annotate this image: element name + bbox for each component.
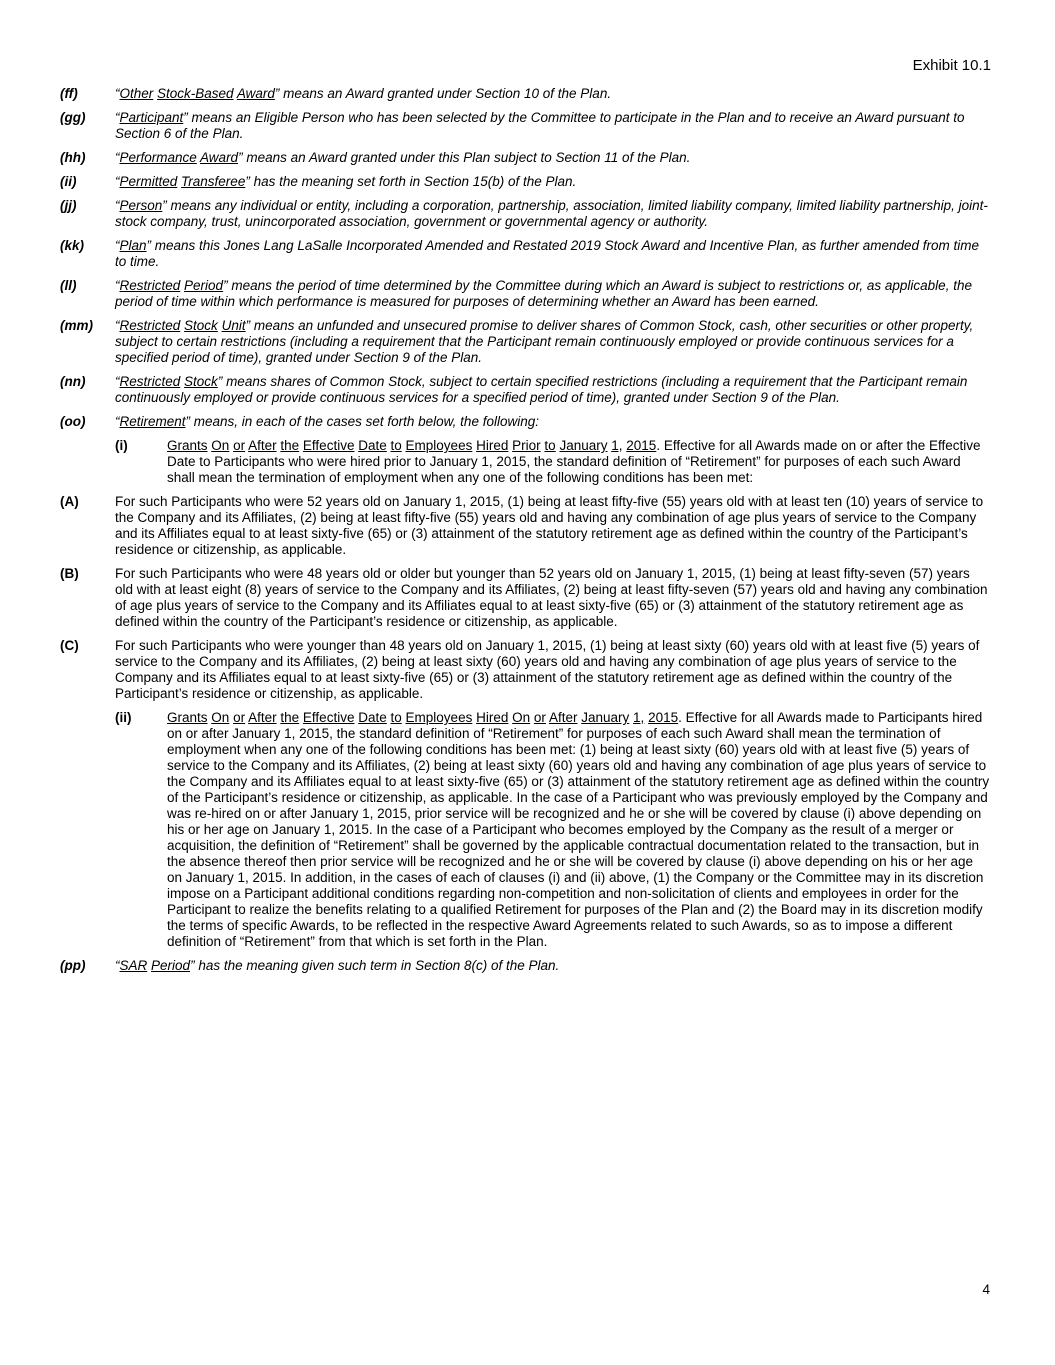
item-text xyxy=(167,710,990,950)
item-text xyxy=(115,174,990,190)
item-label: (i) xyxy=(115,438,128,453)
quote-open: “ xyxy=(115,174,120,189)
item-label: (ii) xyxy=(60,174,77,189)
term: Person xyxy=(119,198,163,213)
quote-open: “ xyxy=(115,414,120,429)
rest: has the meaning set forth in Section 15(b) of the Plan. xyxy=(249,174,577,189)
quote-open: “ xyxy=(115,278,120,293)
quote-close: ” xyxy=(238,150,243,165)
definition-item-ll xyxy=(60,278,990,310)
item-label: (nn) xyxy=(60,374,86,389)
quote-close: ” xyxy=(185,414,191,429)
item-text xyxy=(115,150,990,166)
item-text xyxy=(115,198,990,230)
rest: means an Award granted under Section 10 of the Plan. xyxy=(279,86,612,101)
term: Retirement xyxy=(119,414,186,429)
rest: means any individual or entity, including a corporation, partnership, association, limited liability company, limited liability partnership, joint-stock company, trust, unincorporated association, government or governmental agency or authority. xyxy=(115,198,988,229)
definition-item-nn xyxy=(60,374,990,406)
item-text xyxy=(115,374,990,406)
item-text xyxy=(115,414,990,430)
quote-close: ” xyxy=(162,198,167,213)
definition-item-A xyxy=(60,494,990,558)
clause-text: For such Participants who were 48 years old or older but younger than 52 years old on January 1, 2015, (1) being at least fifty-seven (57) years old with at least eight (8) years of service to the Company and its Affiliates, (2) being at least fifty-seven (57) years old and having any combination of age plus years of service to the Company and its Affiliates equal to at least sixty-five (65) or (3) attainment of the statutory retirement age as defined within the country of the Participant’s residence or citizenship, as applicable. xyxy=(115,566,988,629)
clause-text: For such Participants who were 52 years old on January 1, 2015, (1) being at least fifty-five (55) years old with at least ten (10) years of service to the Company and its Affiliates, (2) being at least fifty-five (55) years old and having any combination of age plus years of service to the Company and its Affiliates equal to at least sixty-five (65) or (3) attainment of the statutory retirement age as defined within the country of the Participant’s residence or citizenship, as applicable. xyxy=(115,494,984,557)
quote-open: “ xyxy=(115,86,120,101)
rest: means this Jones Lang LaSalle Incorporated Amended and Restated 2019 Stock Award and Incentive Plan, as further amended from time to time. xyxy=(115,238,980,269)
quote-open: “ xyxy=(115,318,120,333)
term: Performance Award xyxy=(119,150,239,165)
definition-item-C xyxy=(60,638,990,702)
quote-open: “ xyxy=(115,150,120,165)
definition-item-oo xyxy=(60,414,990,430)
term: SAR Period xyxy=(119,958,191,973)
item-label: (mm) xyxy=(60,318,93,333)
quote-open: “ xyxy=(115,958,120,973)
quote-close: ” xyxy=(223,278,228,293)
term: Participant xyxy=(119,110,184,125)
term: Plan xyxy=(119,238,147,253)
rest: has the meaning given such term in Section 8(c) of the Plan. xyxy=(194,958,560,973)
item-label: (gg) xyxy=(60,110,86,125)
item-label: (jj) xyxy=(60,198,77,213)
definition-item-hh xyxy=(60,150,990,166)
item-label: (ll) xyxy=(60,278,77,293)
term: Restricted Period xyxy=(119,278,224,293)
quote-close: ” xyxy=(245,174,250,189)
exhibit-label: Exhibit 10.1 xyxy=(912,57,991,74)
page-number: 4 xyxy=(982,1282,990,1297)
definition-item-B xyxy=(60,566,990,630)
definition-item-mm xyxy=(60,318,990,366)
quote-close: ” xyxy=(274,86,280,101)
heading: Grants On or After the Effective Date to Employees Hired Prior to January 1, 2015 xyxy=(167,438,657,453)
term: Restricted Stock xyxy=(119,374,218,389)
item-text xyxy=(115,494,990,558)
item-label: (oo) xyxy=(60,414,86,429)
term: Other Stock-Based Award xyxy=(119,86,275,101)
rest: means an Award granted under this Plan subject to Section 11 of the Plan. xyxy=(242,150,691,165)
quote-open: “ xyxy=(115,110,120,125)
quote-close: ” xyxy=(245,318,251,333)
definitions-list xyxy=(0,74,1055,974)
quote-close: ” xyxy=(190,958,195,973)
quote-open: “ xyxy=(115,238,120,253)
item-text xyxy=(115,278,990,310)
item-label: (kk) xyxy=(60,238,85,253)
quote-close: ” xyxy=(217,374,223,389)
definition-item-ff xyxy=(60,86,990,102)
rest: means, in each of the cases set forth below, the following: xyxy=(190,414,539,429)
rest: means an unfunded and unsecured promise to deliver shares of Common Stock, cash, other securities or other property, subject to certain restrictions (including a requirement that the Participant remain continuously employed or provide continuous services for a specified period of time), granted under Section 9 of the Plan. xyxy=(115,318,974,365)
quote-close: ” xyxy=(146,238,152,253)
definition-item-kk xyxy=(60,238,990,270)
item-text xyxy=(115,110,990,142)
definition-item-pp xyxy=(60,958,990,974)
item-label: (A) xyxy=(60,494,79,509)
item-text xyxy=(115,566,990,630)
clause-text: For such Participants who were younger than 48 years old on January 1, 2015, (1) being at least sixty (60) years old with at least five (5) years of service to the Company and its Affiliates, (2) being at least sixty (60) years old and having any combination of age plus years of service to the Company and its Affiliates equal to at least sixty-five (65) or (3) attainment of the statutory retirement age as defined within the country of the Participant’s residence or citizenship, as applicable. xyxy=(115,638,980,701)
quote-open: “ xyxy=(115,374,120,389)
quote-close: ” xyxy=(183,110,188,125)
item-label: (hh) xyxy=(60,150,86,165)
item-label: (ff) xyxy=(60,86,78,101)
item-label: (pp) xyxy=(60,958,86,973)
definition-item-jj xyxy=(60,198,990,230)
item-label: (ii) xyxy=(115,710,132,725)
item-text xyxy=(115,638,990,702)
definition-item-ii xyxy=(60,174,990,190)
term: Permitted Transferee xyxy=(119,174,246,189)
definition-item-ii xyxy=(60,710,990,950)
rest: . Effective for all Awards made on or after the Effective Date to Participants who were hired prior to January 1, 2015, the standard definition of “Retirement” for purposes of each such Award shall mean the termination of employment when any one of the following conditions has been met: xyxy=(167,438,981,485)
item-text xyxy=(115,238,990,270)
rest: means shares of Common Stock, subject to certain specified restrictions (including a requirement that the Participant remain continuously employed or provide continuous services for a specified period of time), granted under Section 9 of the Plan. xyxy=(115,374,968,405)
item-text xyxy=(115,86,990,102)
rest: . Effective for all Awards made to Participants hired on or after January 1, 2015, the standard definition of “Retirement” for purposes of each such Award shall mean the termination of employment when any one of the following conditions has been met: (1) being at least sixty (60) years old with at least five (5) years of service to the Company and its Affiliates, (2) being at least sixty (60) years old and having any combination of age plus years of service to the Company and its Affiliates equal to at least sixty-five (65) or (3) attainment of the statutory retirement age as defined within the country of the Participant’s residence or citizenship, as applicable. In the case of a Participant who was previously employed by the Company and was re-hired on or after January 1, 2015, prior service will be recognized and he or she will be covered by clause (i) above depending on his or her age on January 1, 2015. In the case of a Participant who becomes employed by the Company as the result of a merger or acquisition, the definition of “Retirement” shall be governed by the applicable contractual documentation related to the transaction, but in the absence thereof then prior service will be recognized and he or she will be covered by clause (i) above depending on his or her age on January 1, 2015. In addition, in the cases of each of clauses (i) and (ii) above, (1) the Company or the Committee may in its discretion impose on a Participant additional conditions regarding non-competition and non-solicitation of clients and employees in order for the Participant to realize the benefits relating to a qualified Retirement for purposes of the Plan and (2) the Board may in its discretion modify the terms of specific Awards, to be reflected in the respective Award Agreements related to such Awards, so as to impose a different definition of “Retirement” from that which is set forth in the Plan. xyxy=(167,710,990,949)
heading: Grants On or After the Effective Date to Employees Hired On or After January 1, 2015 xyxy=(167,710,679,725)
item-text xyxy=(167,438,990,486)
item-label: (B) xyxy=(60,566,79,581)
term: Restricted Stock Unit xyxy=(119,318,246,333)
definition-item-i xyxy=(60,438,990,486)
rest: means an Eligible Person who has been selected by the Committee to participate in the Plan and to receive an Award pursuant to Section 6 of the Plan. xyxy=(115,110,965,141)
definition-item-gg xyxy=(60,110,990,142)
item-label: (C) xyxy=(60,638,79,653)
item-text xyxy=(115,958,990,974)
item-text xyxy=(115,318,990,366)
quote-open: “ xyxy=(115,198,120,213)
rest: means the period of time determined by the Committee during which an Award is subject to restrictions or, as applicable, the period of time within which performance is measured for purposes of determining whether an Award has been earned. xyxy=(115,278,972,309)
